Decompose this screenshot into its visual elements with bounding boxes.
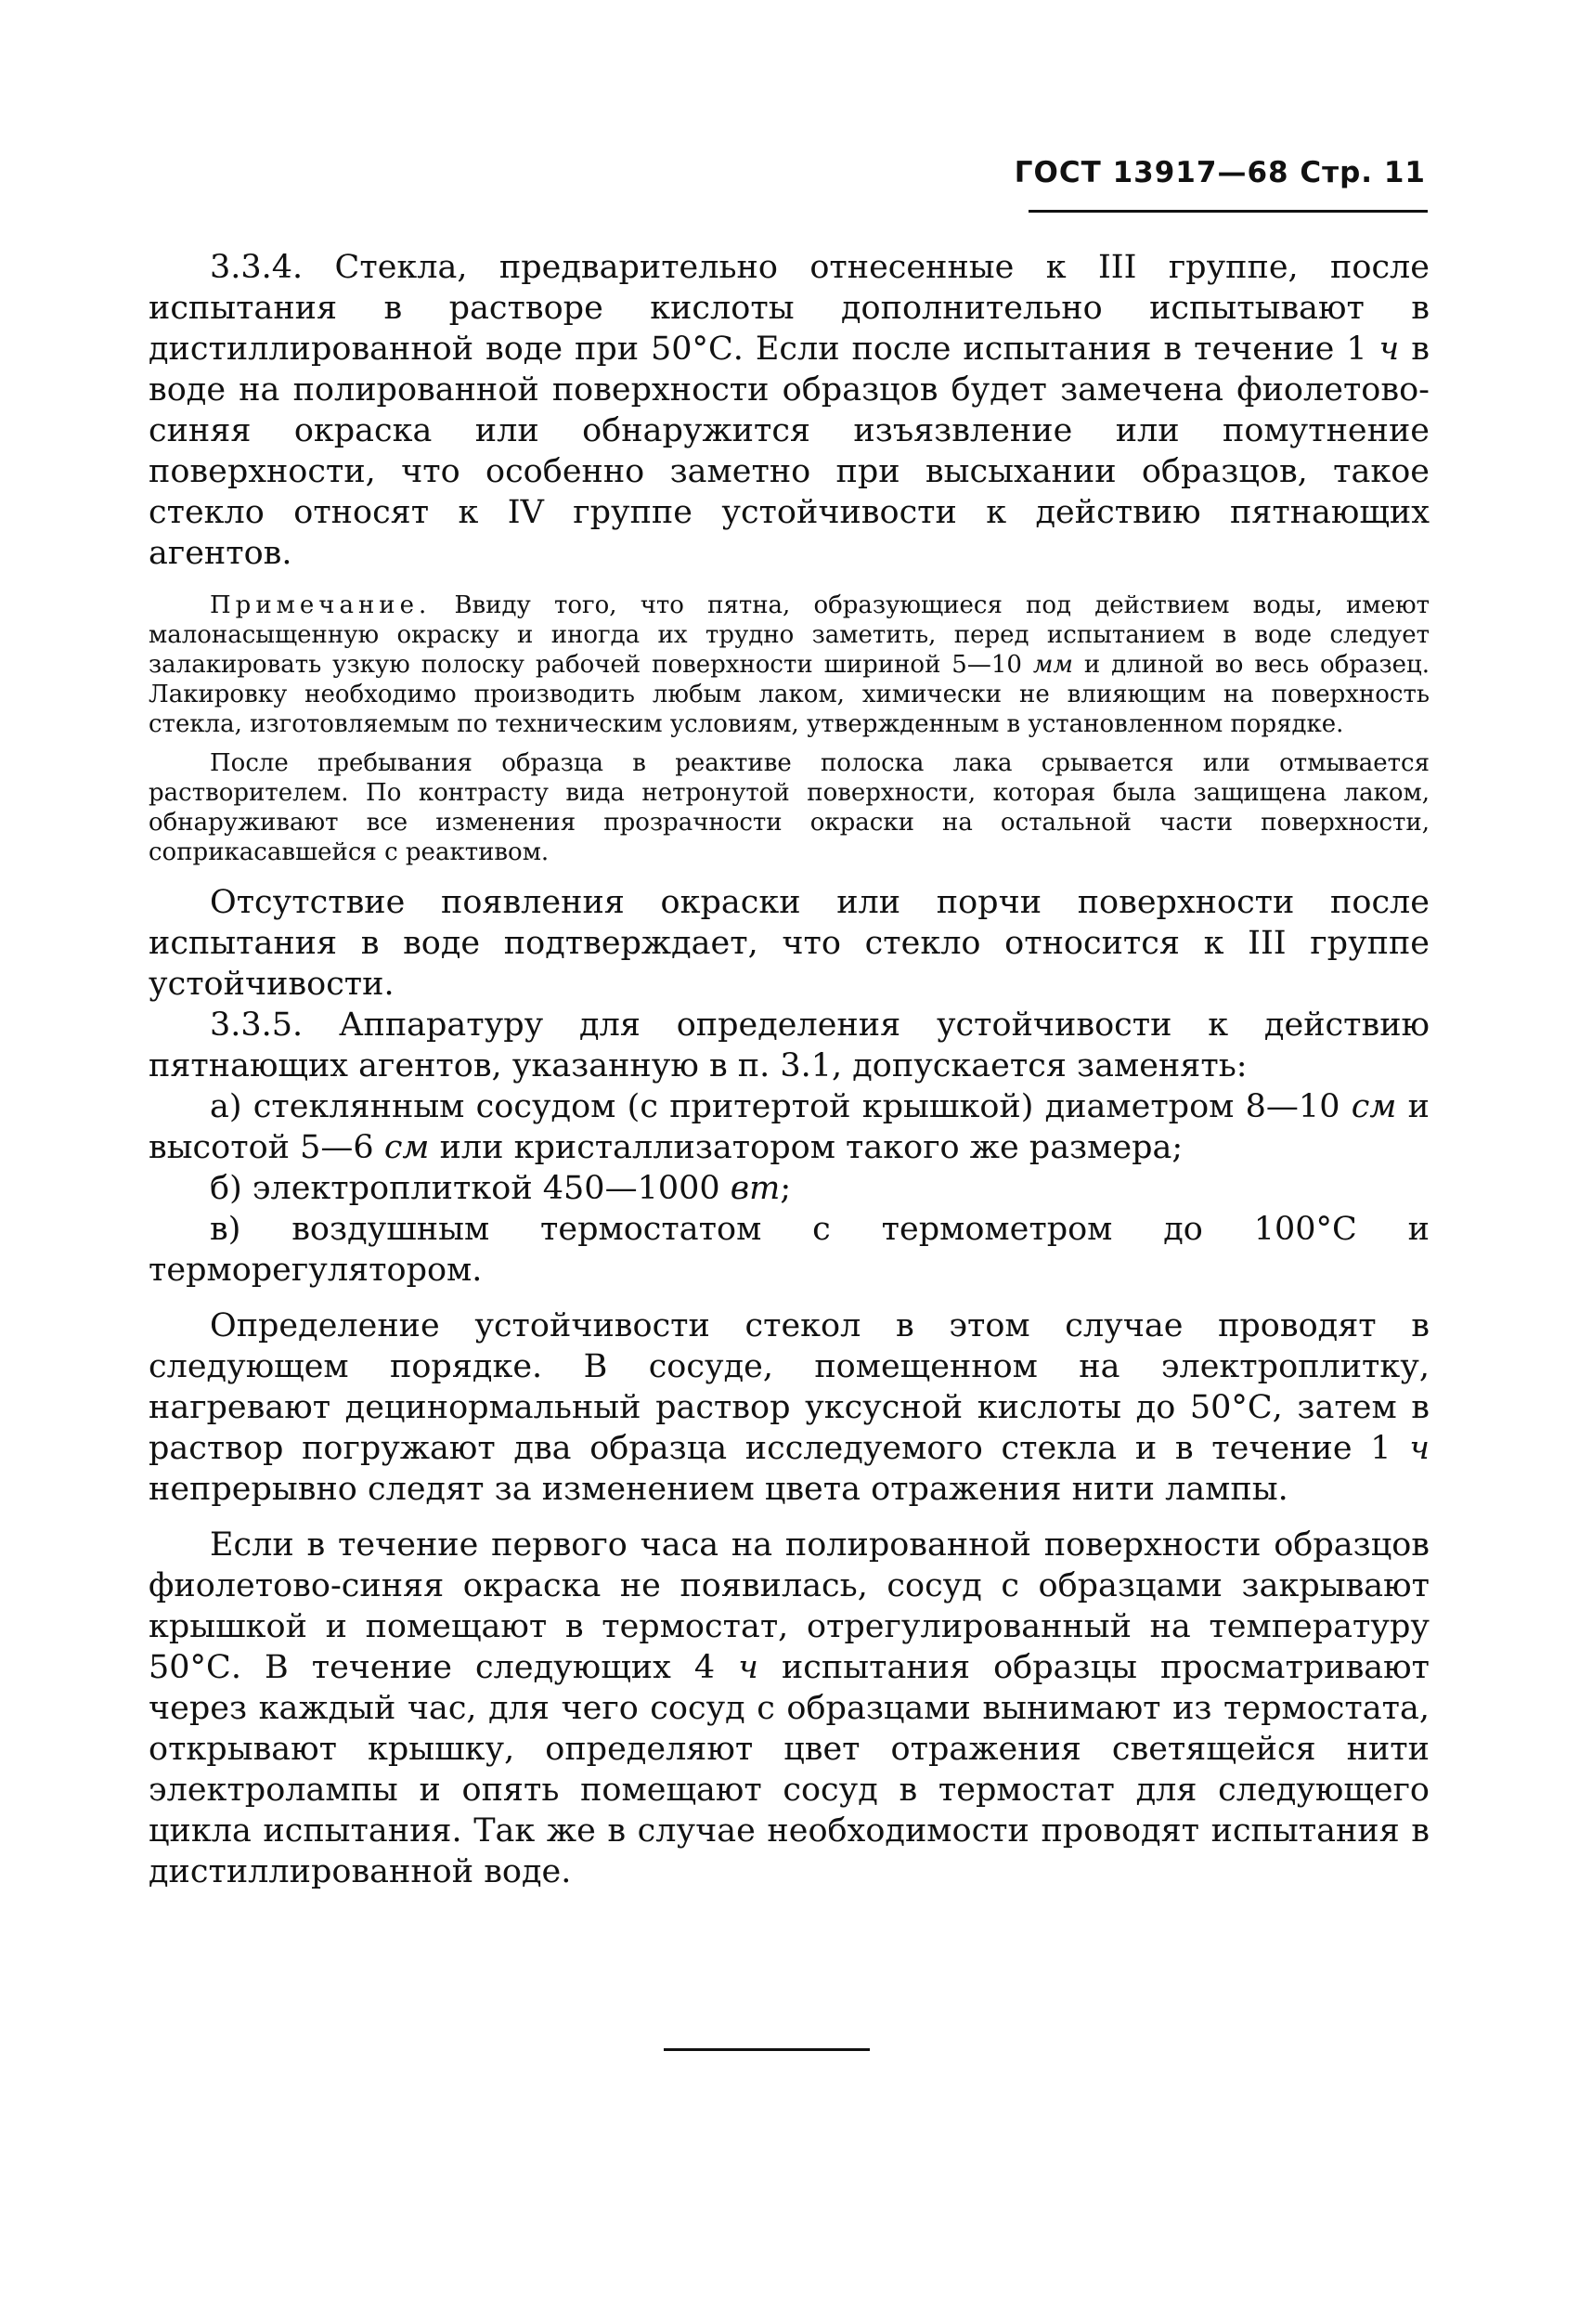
list-item-b-end: ; bbox=[780, 1170, 792, 1207]
note-text-1b: и длиной во весь образец. Лакировку необходимо производить любым лаком, химически не влияющим на поверхность стекла, изготовляемым по техническим условиям, утвержденным в установленном порядке. bbox=[149, 651, 1430, 738]
note-text-1a: Ввиду того, что пятна, образующиеся под действием воды, имеют малонасыщенную окраску и иногда их трудно заметить, перед испытанием в воде следует залакировать узкую полоску рабочей поверхности шириной 5—10 bbox=[149, 591, 1430, 679]
list-item-b-text: б) электроплиткой 450—1000 bbox=[210, 1170, 720, 1207]
procedure-text-a: Определение устойчивости стекол в этом случае проводят в следующем порядке. В сосуде, помещенном на электроплитку, нагревают децинормальный раствор уксусной кислоты до 50°С, затем в раствор погружают два образца исследуемого стекла и в течение 1 bbox=[149, 1307, 1430, 1467]
note-paragraph-2: После пребывания образца в реактиве полоска лака срывается или отмывается растворителем. По контрасту вида нетронутой поверхности, которая была защищена лаком, обнаруживают все изменения прозрачности окраски на остальной части поверхности, соприкасавшейся с реактивом. bbox=[149, 749, 1430, 866]
unit-watt: вт bbox=[730, 1170, 781, 1207]
unit-hour: ч bbox=[1378, 331, 1400, 368]
header-rule bbox=[1029, 210, 1428, 213]
unit-cm: см bbox=[383, 1129, 430, 1166]
section-3-3-4-text-b: в воде на полированной поверхности образцов будет замечена фиолетово-синяя окраска или обнаружится изъязвление или помутнение поверхности, что особенно заметно при высыхании образцов, такое стекло относят к IV группе устойчивости к действию пятнающих агентов. bbox=[149, 331, 1430, 572]
paragraph-procedure bbox=[149, 1305, 1430, 1510]
end-rule bbox=[664, 2048, 870, 2051]
note-label: Примечание. bbox=[210, 591, 432, 619]
list-item-a-text-1: а) стеклянным сосудом (с притертой крышкой) диаметром 8—10 bbox=[210, 1088, 1340, 1125]
list-item-c: в) воздушным термостатом с термометром до 100°С и терморегулятором. bbox=[149, 1211, 1430, 1289]
document-body bbox=[149, 247, 1430, 1892]
paragraph-absence: Отсутствие появления окраски или порчи поверхности после испытания в воде подтверждает, что стекло относится к III группе устойчивости. bbox=[149, 884, 1430, 1003]
procedure-text-b: непрерывно следят за изменением цвета отражения нити лампы. bbox=[149, 1471, 1288, 1508]
unit-hour: ч bbox=[1409, 1430, 1430, 1467]
list-item-a bbox=[149, 1086, 1430, 1168]
section-3-3-4 bbox=[149, 247, 1430, 574]
page-header: ГОСТ 13917—68 Стр. 11 bbox=[1014, 156, 1426, 189]
unit-hour: ч bbox=[738, 1649, 758, 1686]
list-item-b bbox=[149, 1168, 1430, 1209]
unit-mm: мм bbox=[1032, 651, 1073, 679]
list-item-a-text-3: или кристаллизатором такого же размера; bbox=[439, 1129, 1184, 1166]
list-item-a-text-2: и высотой 5—6 bbox=[149, 1088, 1430, 1166]
note-paragraph-1 bbox=[149, 591, 1430, 739]
section-3-3-5-intro: 3.3.5. Аппаратуру для определения устойчивости к действию пятнающих агентов, указанную в п. 3.1, допускается заменять: bbox=[149, 1006, 1430, 1084]
final-text-b: испытания образцы просматривают через каждый час, для чего сосуд с образцами вынимают из термостата, открывают крышку, определяют цвет отражения светящейся нити электролампы и опять помещают сосуд в термостат для следующего цикла испытания. Так же в случае необходимости проводят испытания в дистиллированной воде. bbox=[149, 1649, 1430, 1890]
final-text-a: Если в течение первого часа на полированной поверхности образцов фиолетово-синяя окраска не появилась, сосуд с образцами закрывают крышкой и помещают в термостат, отрегулированный на температуру 50°С. В течение следующих 4 bbox=[149, 1526, 1430, 1686]
section-3-3-4-text-a: 3.3.4. Стекла, предварительно отнесенные к III группе, после испытания в растворе кислоты дополнительно испытывают в дистиллированной воде при 50°С. Если после испытания в течение 1 bbox=[149, 249, 1430, 368]
paragraph-final bbox=[149, 1525, 1430, 1892]
unit-cm: см bbox=[1351, 1088, 1397, 1125]
